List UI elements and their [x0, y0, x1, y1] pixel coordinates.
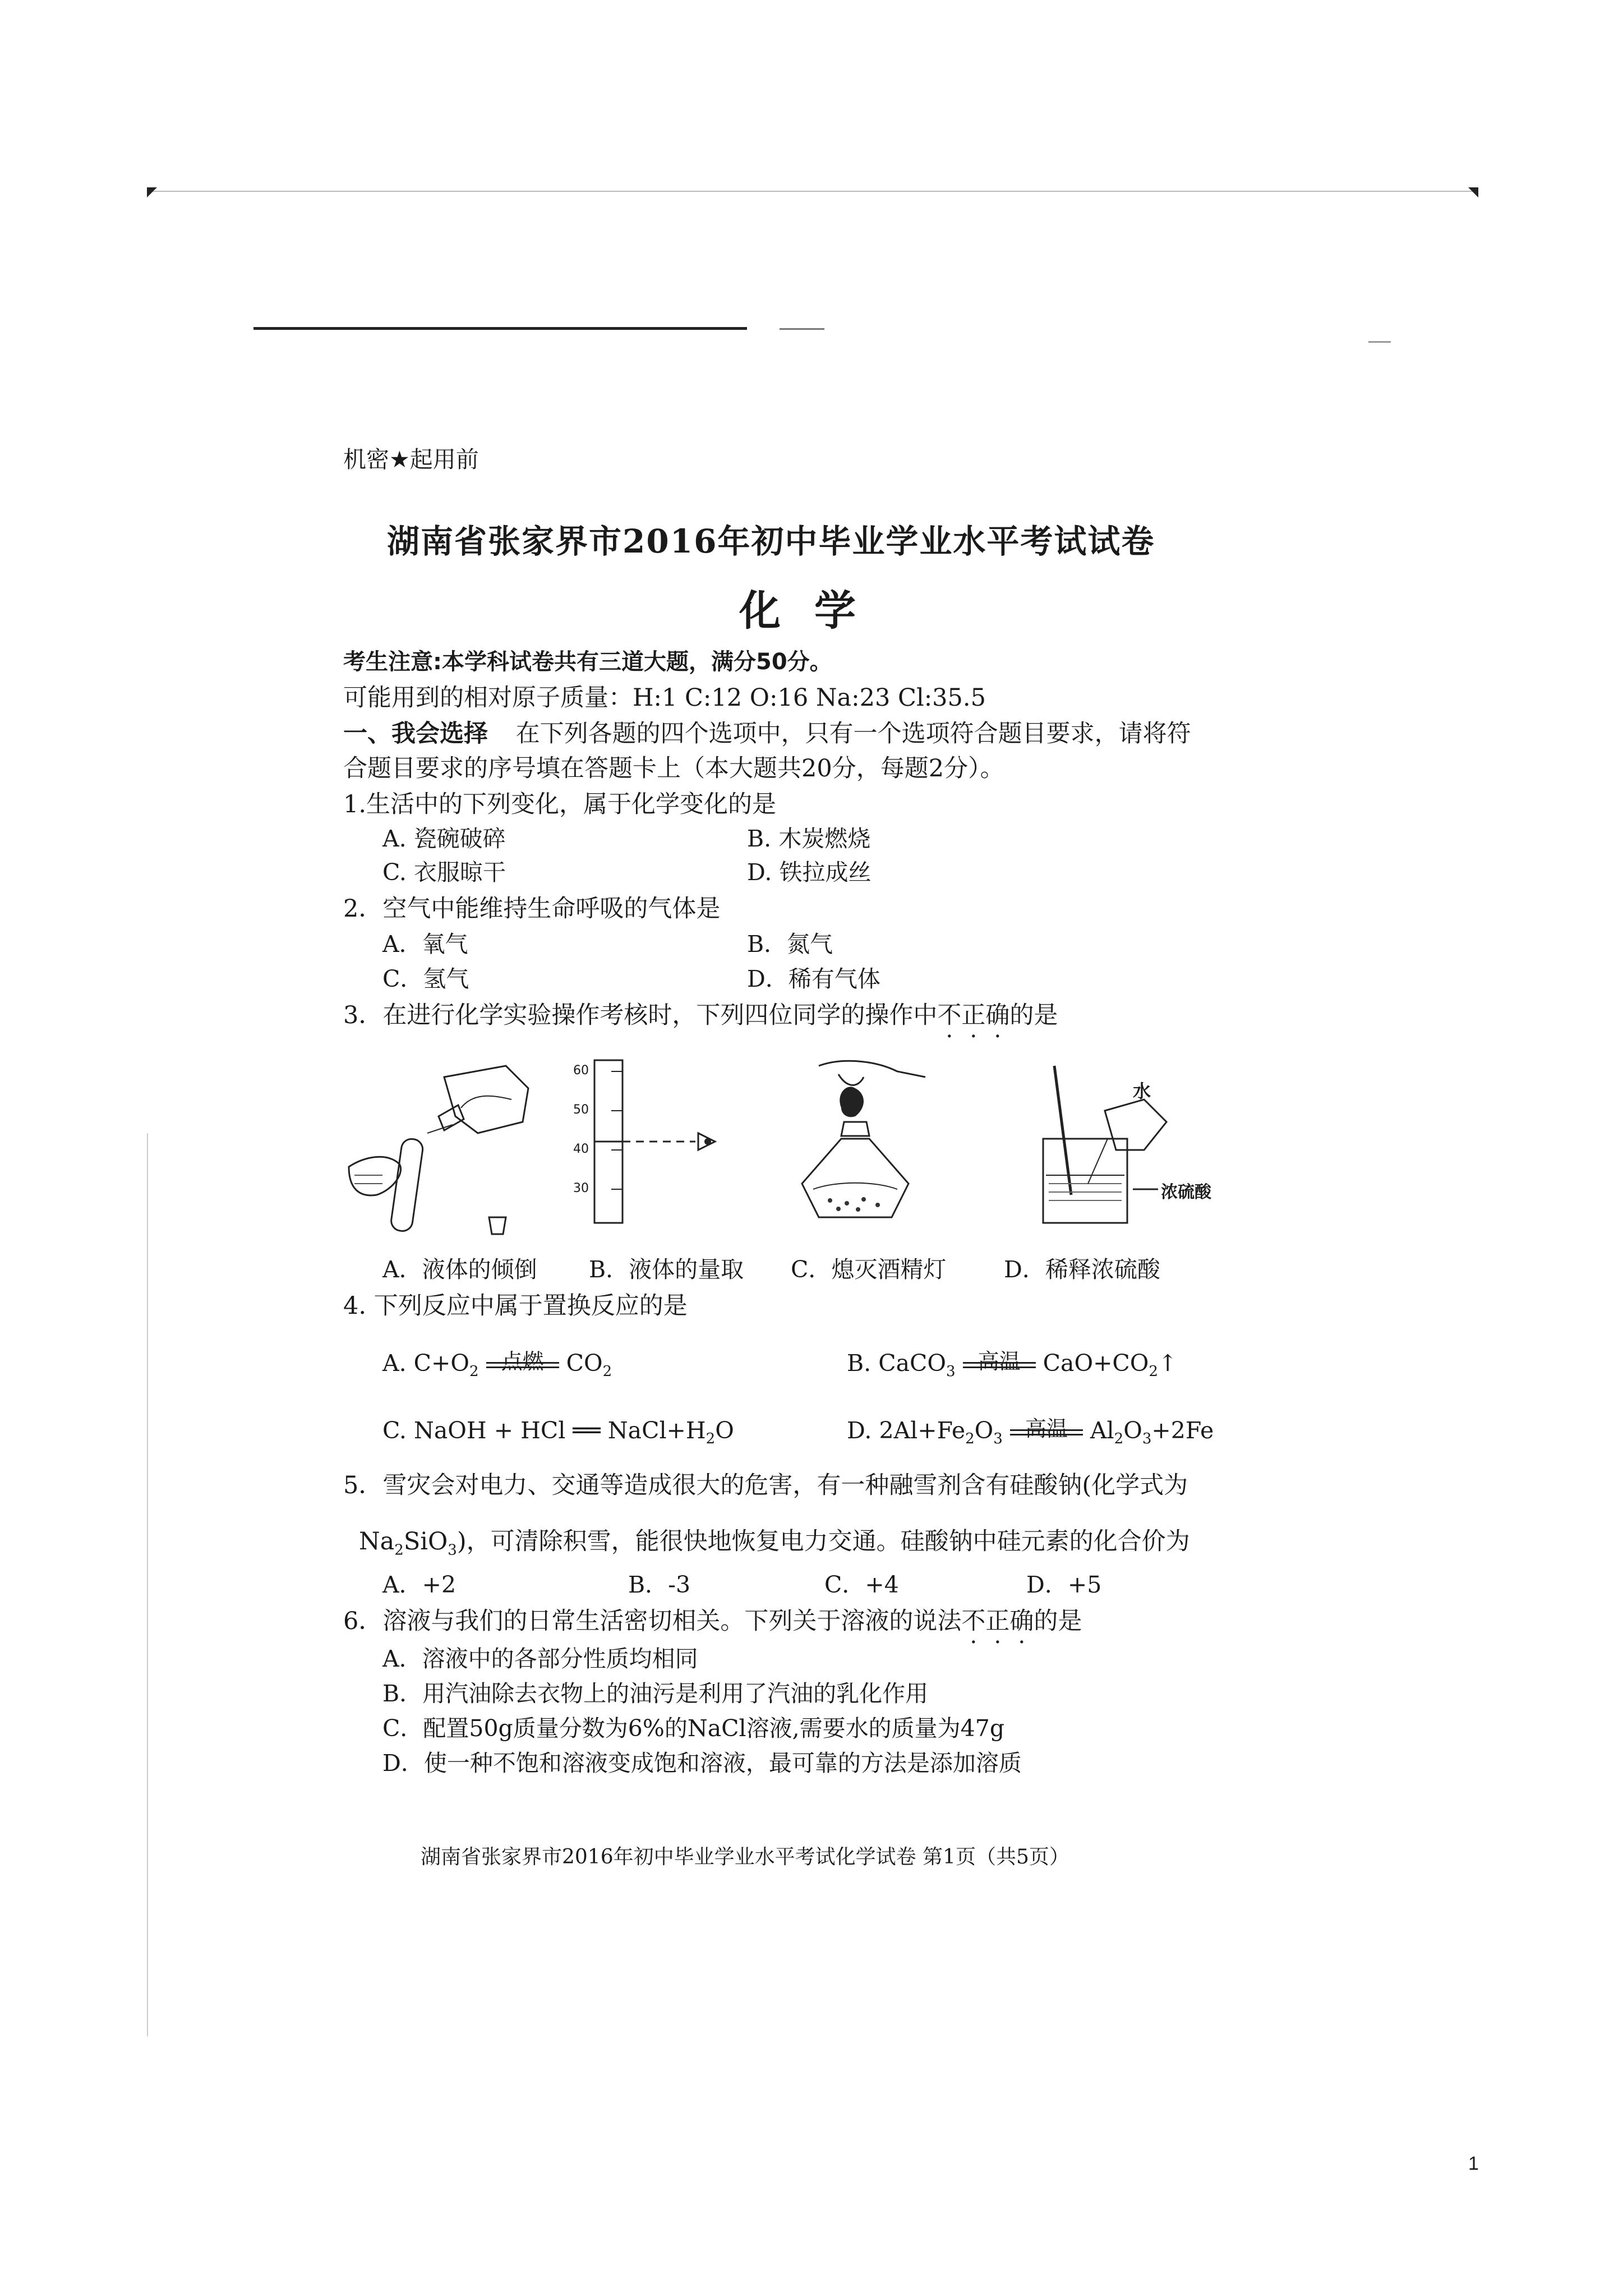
exam-title: 湖南省张家界市2016年初中毕业学业水平考试试卷 [387, 522, 1155, 560]
q5-option-a: A．+2 [382, 1571, 457, 1598]
atomic-mass: 可能用到的相对原子质量：H:1 C:12 O:16 Na:23 Cl:35.5 [343, 684, 986, 712]
page-number: 1 [1468, 2153, 1479, 2174]
label-water: 水 [1133, 1080, 1151, 1102]
cylinder-mark-50: 50 [573, 1103, 589, 1117]
cylinder-mark-40: 40 [573, 1142, 589, 1156]
q3-caption-a: A．液体的倾倒 [382, 1256, 537, 1283]
q5-option-d: D．+5 [1026, 1571, 1102, 1598]
cylinder-mark-30: 30 [573, 1181, 589, 1195]
q2-option-c: C．氢气 [382, 965, 469, 992]
q3-caption-c: C．熄灭酒精灯 [791, 1256, 947, 1283]
q6-stem: 6．溶液与我们的日常生活密切相关。下列关于溶液的说法不正确的是 [343, 1607, 1082, 1635]
q6-option-d: D．使一种不饱和溶液变成饱和溶液，最可靠的方法是添加溶质 [382, 1750, 1022, 1777]
header-rule [253, 327, 747, 330]
q2-stem: 2．空气中能维持生命呼吸的气体是 [343, 895, 721, 923]
q1-option-d: D. 铁拉成丝 [747, 859, 872, 886]
section-instr-1: 在下列各题的四个选项中，只有一个选项符合题目要求，请将符 [515, 720, 1191, 748]
q2-option-a: A．氧气 [382, 931, 468, 958]
label-concentrated-acid: 浓硫酸 [1161, 1182, 1211, 1202]
section-instr-2: 合题目要求的序号填在答题卡上（本大题共20分，每题2分）。 [343, 754, 1004, 783]
q1-stem: 1.生活中的下列变化，属于化学变化的是 [343, 790, 777, 818]
cylinder-mark-60: 60 [573, 1064, 589, 1078]
page-footer: 湖南省张家界市2016年初中毕业学业水平考试化学试卷 第1页（共5页） [421, 1846, 1069, 1869]
q2-option-b: B．氮气 [747, 931, 833, 958]
q4-stem: 4. 下列反应中属于置换反应的是 [343, 1292, 688, 1320]
exam-notice: 考生注意:本学科试卷共有三道大题，满分50分。 [343, 649, 832, 675]
section-heading: 一、我会选择 [343, 720, 488, 748]
q3-stem: 3．在进行化学实验操作考核时，下列四位同学的操作中不正确的是 [343, 1001, 1058, 1029]
subject-title: 化学 [739, 587, 889, 635]
header-rule-faint [780, 328, 824, 330]
figure-measuring-cylinder [578, 1055, 763, 1228]
gas-arrow-icon: ↑ [1158, 1350, 1178, 1377]
q6-option-b: B．用汽油除去衣物上的油污是利用了汽油的乳化作用 [382, 1680, 929, 1707]
q1-option-a: A. 瓷碗破碎 [382, 825, 506, 852]
secret-label: 机密★起用前 [343, 446, 479, 473]
q1-option-b: B. 木炭燃烧 [747, 825, 871, 852]
section-instructions [343, 715, 1191, 749]
corner-mark-left [147, 187, 157, 197]
q3-caption-b: B．液体的量取 [589, 1256, 744, 1283]
q1-option-c: C. 衣服晾干 [382, 859, 506, 886]
figure-alcohol-lamp [785, 1055, 965, 1228]
q3-caption-d: D．稀释浓硫酸 [1004, 1256, 1160, 1283]
figure-pouring-liquid [343, 1055, 534, 1240]
q6-option-a: A．溶液中的各部分性质均相同 [382, 1645, 698, 1672]
q5-option-c: C．+4 [824, 1571, 899, 1598]
q4-option-c: C. NaOH + HCl ══ $NaCl+H_2O$ [382, 1417, 734, 1448]
q2-option-d: D．稀有气体 [747, 965, 880, 992]
q4-option-d: D. $2Al+Fe_2O_3$ 高温 $Al_2O_3+2Fe$ [847, 1416, 1214, 1448]
q5-option-b: B．-3 [628, 1571, 691, 1598]
left-margin-rule [147, 1133, 148, 2036]
q5-stem-2: $Na_2SiO_3$)，可清除积雪，能很快地恢复电力交通。硅酸钠中硅元素的化合价为 [359, 1527, 1190, 1559]
header-rule-end [1368, 341, 1391, 343]
figure-diluting-acid [1032, 1055, 1211, 1234]
corner-mark-right [1468, 187, 1478, 197]
q5-stem-1: 5．雪灾会对电力、交通等造成很大的危害，有一种融雪剂含有硅酸钠(化学式为 [343, 1471, 1188, 1499]
q4-option-b: B. CaCO$_3$ 高温 $CaO+CO_2↑$ [847, 1349, 1178, 1381]
q6-option-c: C．配置50g质量分数为6%的NaCl溶液,需要水的质量为47g [382, 1715, 1005, 1742]
q4-option-a: A. $C+O_2$ 点燃 $CO_2$ [382, 1349, 612, 1381]
top-rule [151, 191, 1475, 192]
